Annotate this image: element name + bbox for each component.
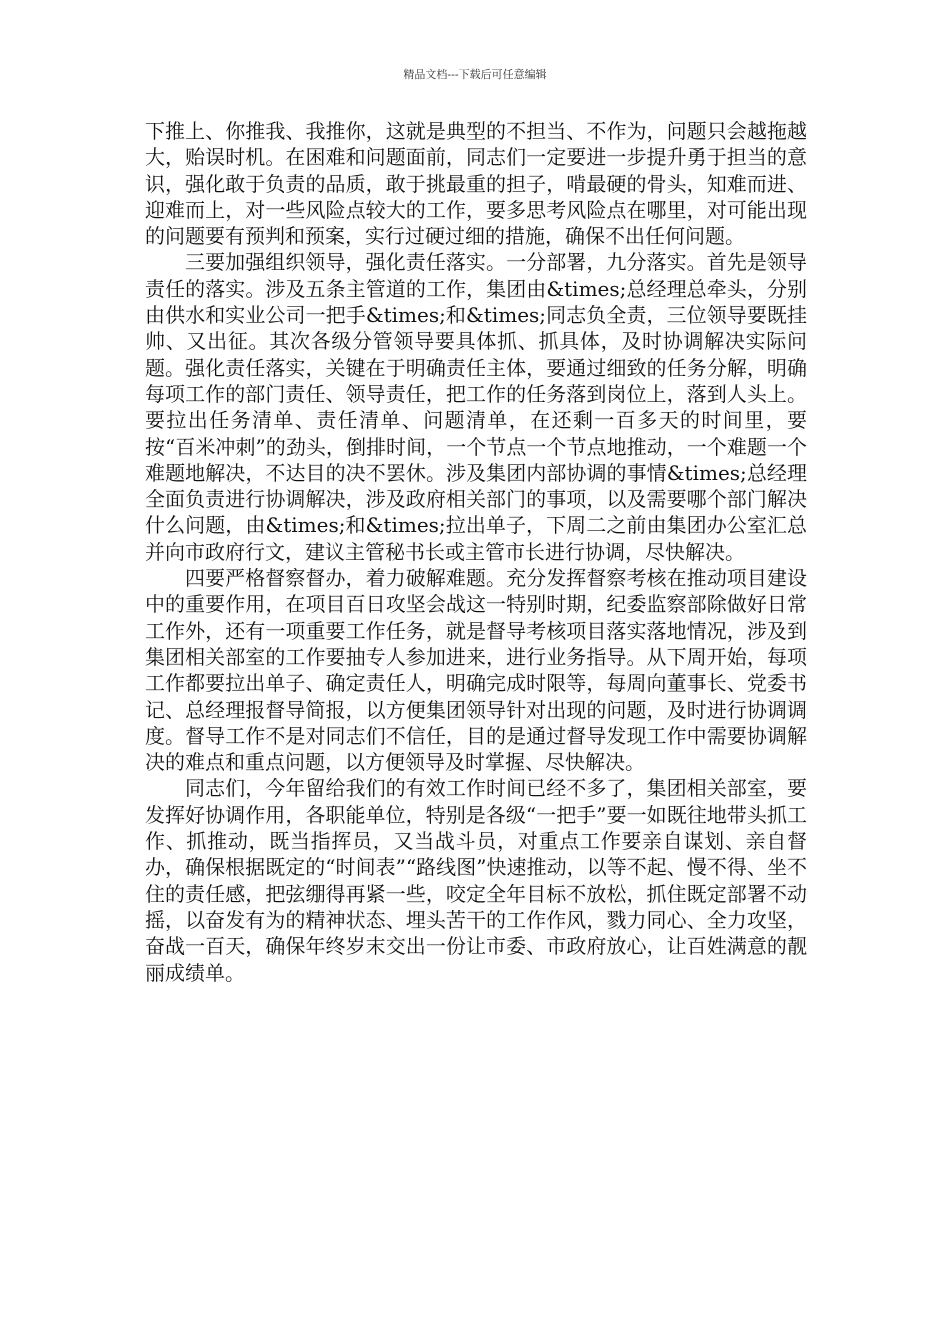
paragraph-closing: 同志们，今年留给我们的有效工作时间已经不多了，集团相关部室，要发挥好协调作用，各职能单位，特别是各级“一把手”要一如既往地带头抓工作、抓推动，既当指挥员，又当战斗员，对重点工作要亲自谋划、亲自督办，确保根据既定的“时间表”“路线图”快速推动，以等不起、慢不得、坐不住的责任感，把弦绷得再紧一些，咬定全年目标不放松，抓住既定部署不动摇，以奋发有为的精神状态、埋头苦干的工作作风，戮力同心、全力攻坚，奋战一百天，确保年终岁末交出一份让市委、市政府放心，让百姓满意的靓丽成绩单。 [145, 776, 807, 985]
paragraph-continued: 下推上、你推我、我推你，这就是典型的不担当、不作为，问题只会越拖越大，贻误时机。在困难和问题面前，同志们一定要进一步提升勇于担当的意识，强化敢于负责的品质，敢于挑最重的担子，啃最硬的骨头，知难而进、迎难而上，对一些风险点较大的工作，要多思考风险点在哪里，对可能出现的问题要有预判和预案，实行过硬过细的措施，确保不出任何问题。 [145, 119, 807, 249]
paragraph-organization-leadership: 三要加强组织领导，强化责任落实。一分部署，九分落实。首先是领导责任的落实。涉及五条主管道的工作，集团由&times;总经理总牵头，分别由供水和实业公司一把手&times;和&times;同志负全责，三位领导要既挂帅、又出征。其次各级分管领导要具体抓、抓具体，及时协调解决实际问题。强化责任落实，关键在于明确责任主体，要通过细致的任务分解，明确每项工作的部门责任、领导责任，把工作的任务落到岗位上，落到人头上。要拉出任务清单、责任清单、问题清单，在还剩一百多天的时间里，要按“百米冲刺”的劲头，倒排时间，一个节点一个节点地推动，一个难题一个难题地解决，不达目的决不罢休。涉及集团内部协调的事情&times;总经理全面负责进行协调解决，涉及政府相关部门的事项，以及需要哪个部门解决什么问题，由&times;和&times;拉出单子，下周二之前由集团办公室汇总并向市政府行文，建议主管秘书长或主管市长进行协调，尽快解决。 [145, 250, 807, 564]
page-header: 精品文档---下载后可任意编辑 [403, 68, 547, 81]
paragraph-supervision: 四要严格督察督办，着力破解难题。充分发挥督察考核在推动项目建设中的重要作用，在项目百日攻坚会战这一特别时期，纪委监察部除做好日常工作外，还有一项重要工作任务，就是督导考核项目落实落地情况，涉及到集团相关部室的工作要抽专人参加进来，进行业务指导。从下周开始，每项工作都要拉出单子、确定责任人，明确完成时限等，每周向董事长、党委书记、总经理报督导简报，以方便集团领导针对出现的问题，及时进行协调调度。督导工作不是对同志们不信任，目的是通过督导发现工作中需要协调解决的难点和重点问题，以方便领导及时掌握、尽快解决。 [145, 566, 807, 775]
document-body [145, 118, 807, 986]
